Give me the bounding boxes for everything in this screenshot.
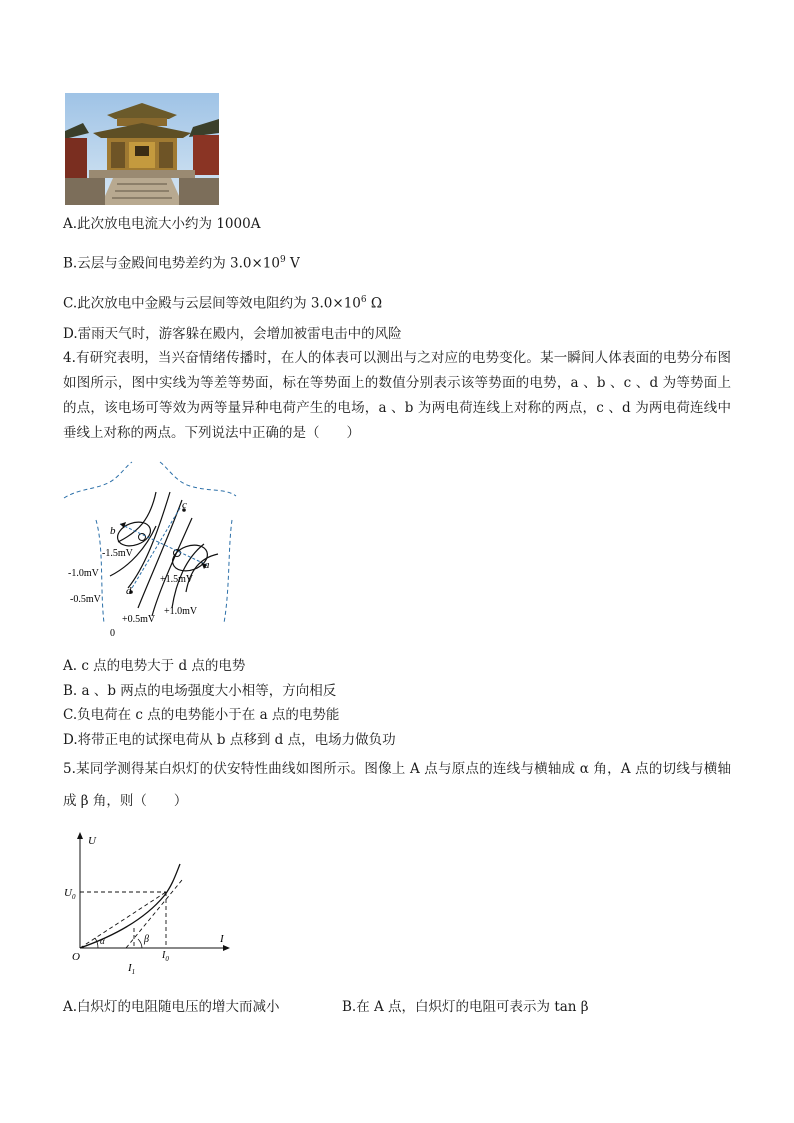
q4-option-a: A. c 点的电势大于 d 点的电势 [63,658,246,674]
point-d-label: d [126,585,132,597]
q4-potential-figure [60,458,240,643]
label-zero: 0 [110,628,115,639]
q3-option-b: B.云层与金殿间电势差约为 $3.0\times 10^9$ V [63,255,300,272]
q5-option-a: A.白炽灯的电阻随电压的增大而减小 [63,999,280,1015]
point-b-label: b [110,525,116,537]
q4-option-d: D.将带正电的试探电荷从 b 点移到 d 点，电场力做负功 [63,732,396,748]
golden-hall-photo [65,93,219,205]
point-a-label: a [204,559,210,571]
y-axis-label: U [88,835,96,847]
x-axis-label: I [220,933,224,945]
label-pos-1-5: +1.5mV [160,574,194,585]
q4-option-c: C.负电荷在 c 点的电势能小于在 a 点的电势能 [63,707,340,723]
q3-option-c: C.此次放电中金殿与云层间等效电阻约为 $3.0\times 10^6$ Ω [63,295,383,312]
label-pos-1-0: +1.0mV [164,606,198,617]
q5-option-b: B.在 A 点，白炽灯的电阻可表示为 tan β [342,999,589,1015]
q5-iv-curve-figure [64,828,240,978]
i1-label: $I_1$ [128,962,136,976]
q3-option-d: D.雷雨天气时，游客躲在殿内，会增加被雷电击中的风险 [63,326,402,342]
q4-stem: 4.有研究表明，当兴奋情绪传播时，在人的体表可以测出与之对应的电势变化。某一瞬间人体表面的电势分布图如图所示，图中实线为等差等势面，标在等势面上的数值分别表示该等势面的电势，a 、b 、c 、d 为等势面上的点，该电场可等效为两等量异种电荷产生的电场，a 、b 为两电荷连线上对称的两点，c 、d 为两电荷连线中垂线上对称的两点。下列说法中正确的是（ ） [63,350,731,441]
beta-label: β [144,934,149,945]
q4-option-b: B. a 、b 两点的电场强度大小相等，方向相反 [63,683,337,699]
label-neg-0-5: -0.5mV [70,594,101,605]
origin-label: O [72,951,80,963]
alpha-label: α [100,936,105,946]
label-pos-0-5: +0.5mV [122,614,156,625]
label-neg-1-0: -1.0mV [68,568,99,579]
label-neg-1-5: -1.5mV [102,548,133,559]
point-c-label: c [182,499,187,511]
i0-label: $I_0$ [162,950,169,963]
u0-label: $U_0$ [64,887,76,901]
q5-stem: 5.某同学测得某白炽灯的伏安特性曲线如图所示。图像上 A 点与原点的连线与横轴成 α 角，A 点的切线与横轴成 β 角，则（ ） [63,761,731,809]
q3-option-a: A.此次放电电流大小约为 1000A [63,216,261,232]
